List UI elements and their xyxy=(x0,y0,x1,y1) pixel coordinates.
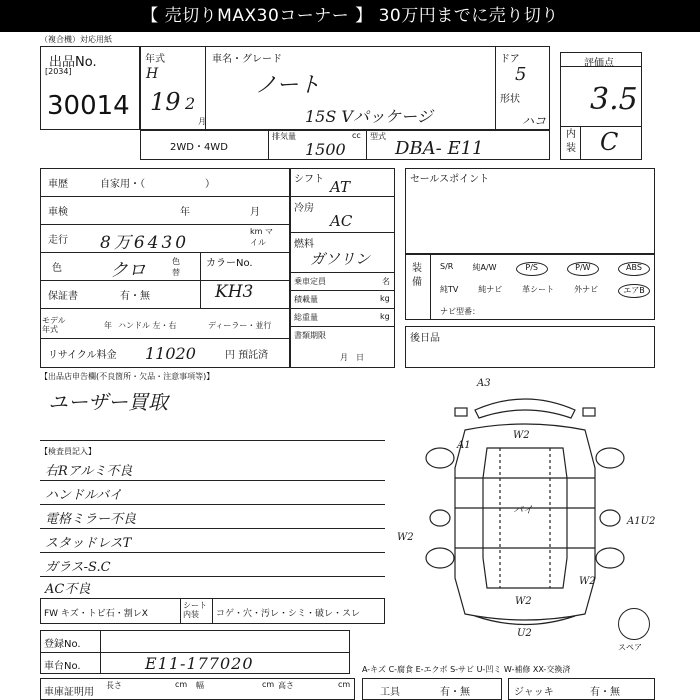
notes-header: 【出品店申告欄(不良箇所・欠品・注意事項等)】 xyxy=(40,372,215,381)
mileage-unit: km マイル xyxy=(250,227,273,247)
type: DBA- E11 xyxy=(395,138,484,159)
recycle: 11020 xyxy=(145,344,196,363)
spare-label: スペア xyxy=(618,643,642,652)
inspection-year-unit: 年 xyxy=(180,207,190,218)
load-label: 積載量 xyxy=(294,295,318,304)
seat-row: コゲ・穴・汚レ・シミ・破レ・スレ xyxy=(216,609,361,619)
lot-small: [2034] xyxy=(45,67,72,76)
equip-navi: 純ナビ xyxy=(478,285,503,294)
equip-ext-navi: 外ナビ xyxy=(574,285,599,294)
warranty-label: 保証書 xyxy=(48,291,78,302)
chassis: E11-177020 xyxy=(145,654,254,673)
nav-label: ナビ型番： xyxy=(440,307,480,316)
color-label: 色 xyxy=(52,263,62,274)
score-label: 評価点 xyxy=(584,58,614,69)
fw-label: FW キズ・トビ石・割レX xyxy=(44,609,148,619)
weight-label: 総重量 xyxy=(294,313,318,322)
damage-label-w2-bottom: W2 xyxy=(515,596,532,607)
spare-tire-icon xyxy=(618,608,650,640)
damage-label-w2-left: W2 xyxy=(397,532,414,543)
later-label: 後日品 xyxy=(410,333,440,344)
equip-sr: S/R xyxy=(440,262,454,271)
inspector-line-3: 電格ミラー不良 xyxy=(45,512,137,527)
model-year-label: モデル年式 xyxy=(42,316,66,334)
month: 2 xyxy=(185,94,196,113)
equip-aw: 純A/W xyxy=(472,263,497,272)
dim-cm-3: cm xyxy=(338,680,351,689)
drive: 2WD・4WD xyxy=(170,142,228,153)
equip-tv: 純TV xyxy=(440,285,459,294)
color-no: KH3 xyxy=(215,282,254,302)
reg-label: 登録No. xyxy=(44,639,81,650)
recycle-unit: 円 預託済 xyxy=(225,350,269,361)
inspection-label: 車検 xyxy=(48,207,68,218)
recycle-label: リサイクル料金 xyxy=(48,350,117,361)
dim-width: 幅 xyxy=(196,681,204,690)
tools-label: 工具 xyxy=(380,687,400,698)
load-unit: kg xyxy=(380,294,390,303)
inspector-header: 【検査員記入】 xyxy=(40,447,96,456)
color: クロ xyxy=(110,260,146,281)
damage-label-a1u2: A1U2 xyxy=(627,516,655,527)
cc-unit: cc xyxy=(352,131,361,140)
mileage: 8万6430 xyxy=(100,233,190,253)
model-label: 車名・グレード xyxy=(212,54,282,65)
damage-label-a3: A3 xyxy=(477,378,491,389)
capacity-label: 乗車定員 xyxy=(294,277,326,286)
body: ハコ xyxy=(522,114,547,128)
car-diagram xyxy=(395,378,655,638)
equip-leather: 革シート xyxy=(522,285,555,294)
shift: AT xyxy=(330,178,351,196)
seat-label: シート内装 xyxy=(183,601,207,619)
damage-label-u2: U2 xyxy=(517,628,532,638)
banner: 【 売切りMAX30コーナー 】 30万円までに売り切り xyxy=(0,0,700,32)
equip-airbag: エアB xyxy=(618,284,650,298)
fuel: ガソリン xyxy=(310,250,371,268)
score: 3.5 xyxy=(590,82,638,117)
displacement: 1500 xyxy=(305,140,346,159)
interior-label: 内装 xyxy=(566,129,576,154)
lot-label: 出品No. xyxy=(49,55,97,70)
handle: ハンドル 左・右 xyxy=(118,321,177,330)
inspector-line-5: ガラス-S.C xyxy=(45,560,111,575)
equip-abs: ABS xyxy=(618,262,650,276)
warranty-options: 有・無 xyxy=(120,291,150,302)
inspector-line-6: AC不良 xyxy=(45,582,91,597)
interior-grade: C xyxy=(600,128,619,156)
inspector-line-1: 右Rアルミ不良 xyxy=(45,464,133,479)
sales-label: セールスポイント xyxy=(410,174,490,185)
damage-label-a1: A1 xyxy=(457,440,471,451)
dim-cm-2: cm xyxy=(262,680,275,689)
damage-label-w2-right: W2 xyxy=(579,576,596,587)
dim-cm-1: cm xyxy=(175,680,188,689)
legend: A-キズ C-腐食 E-エクボ S-サビ U-凹ミ W-補修 XX-交換済 xyxy=(362,665,571,674)
grade: 15S Vパッケージ xyxy=(305,107,433,126)
form-note: （複合機）対応用紙 xyxy=(40,35,112,44)
docs-unit: 月 日 xyxy=(340,353,364,362)
inspection-month-unit: 月 xyxy=(250,207,260,218)
inspector-line-2: ハンドルバイ xyxy=(45,488,123,503)
mileage-label: 走行 xyxy=(48,235,68,246)
tools-option: 有・無 xyxy=(440,687,470,698)
color-no-label: カラーNo. xyxy=(206,258,253,269)
year-label: 年式 xyxy=(145,54,165,65)
color-change: 色替 xyxy=(172,257,180,277)
capacity-unit: 名 xyxy=(382,277,390,286)
fuel-label: 燃料 xyxy=(294,239,314,250)
ac: AC xyxy=(330,212,353,230)
era: H xyxy=(146,66,159,82)
inspector-line-4: スタッドレスT xyxy=(45,536,132,551)
jack-label: ジャッキ xyxy=(514,687,554,698)
later-box xyxy=(405,326,655,368)
equip-pw: P/W xyxy=(567,262,599,276)
weight-unit: kg xyxy=(380,312,390,321)
chassis-label: 車台No. xyxy=(44,661,81,672)
notes-text: ユーザー買取 xyxy=(48,390,168,414)
dim-height: 高さ xyxy=(278,681,294,690)
body-label: 形状 xyxy=(500,94,520,105)
lot-number: 30014 xyxy=(47,91,130,121)
damage-label-bai: バイ xyxy=(513,505,533,516)
dim-length: 長さ xyxy=(106,681,122,690)
damage-label-w2-top: W2 xyxy=(513,430,530,441)
doors-label: ドア xyxy=(500,54,520,65)
displacement-label: 排気量 xyxy=(272,132,296,141)
equip-ps: P/S xyxy=(516,262,548,276)
history-value: 自家用・（ ） xyxy=(100,179,215,190)
docs-label: 書類期限 xyxy=(294,331,326,340)
doors: 5 xyxy=(515,64,527,85)
shift-label: シフト xyxy=(294,174,324,185)
equip-label: 装備 xyxy=(412,263,422,288)
history-label: 車歴 xyxy=(48,179,68,190)
cert-label: 車庫証明用 xyxy=(44,687,94,698)
month-unit: 月 xyxy=(198,117,206,126)
jack-option: 有・無 xyxy=(590,687,620,698)
model: ノート xyxy=(255,73,321,98)
ac-label: 冷房 xyxy=(294,203,314,214)
type-label: 型式 xyxy=(370,132,386,141)
year: 19 xyxy=(150,88,181,116)
lot-box xyxy=(40,46,140,130)
dealer: ディーラー・並行 xyxy=(208,321,272,330)
model-year-unit: 年 xyxy=(104,321,112,330)
